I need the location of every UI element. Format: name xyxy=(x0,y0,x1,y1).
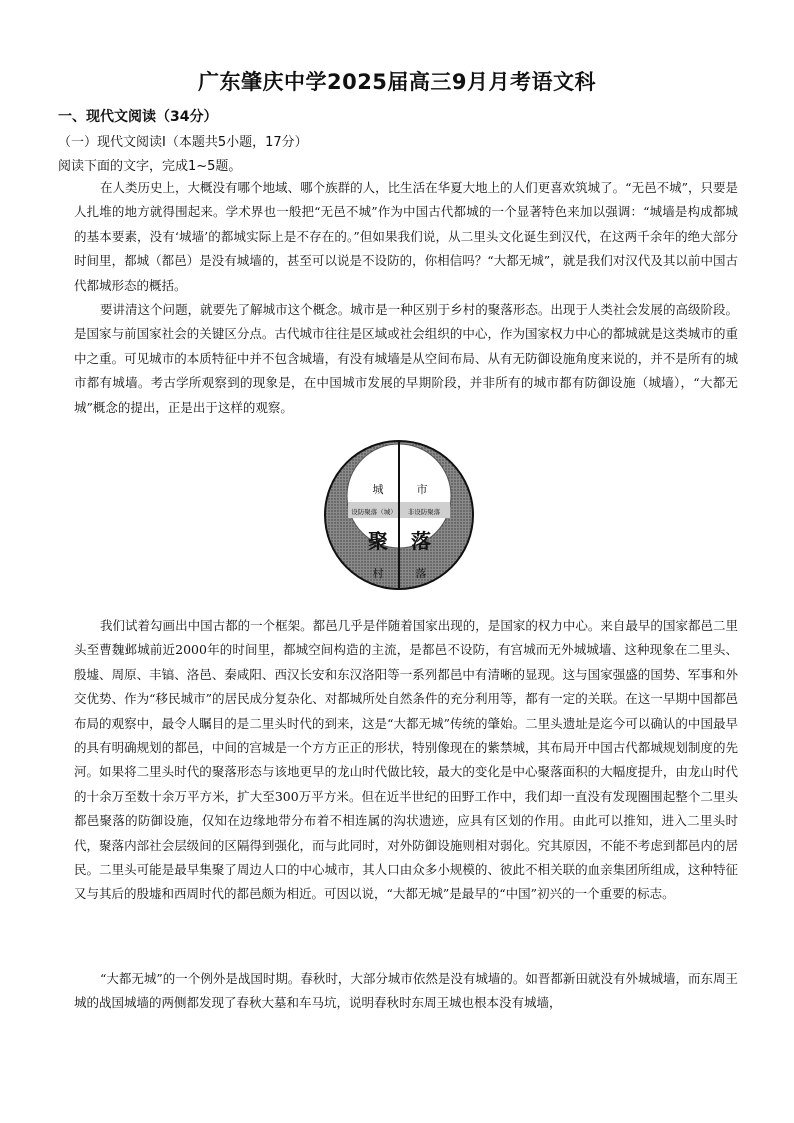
settlement-diagram xyxy=(322,438,476,592)
reading-instruction: 阅读下面的文字，完成1~5题。 xyxy=(58,159,242,174)
paragraph-3 xyxy=(74,614,738,907)
label-village-left: 村 xyxy=(372,567,384,580)
label-fortified: 设防聚落（城） xyxy=(351,508,397,516)
label-city-right: 市 xyxy=(416,483,428,496)
paragraph-3-text: 我们试着勾画出中国古都的一个框架。都邑几乎是伴随着国家出现的，是国家的权力中心。来自最早的国家都邑二里头至曹魏邺城前近2000年的时间里，都城空间构造的主流，是都邑不设防，有宫城而无外城城墙、这种现象在二里头、殷墟、周原、丰镐、洛邑、秦咸阳、西汉长安和东汉洛阳等一系列都邑中有清晰的显现。这与国家强盛的国势、军事和外交优势、作为“移民城市”的居民成分复杂化、对都城所处自然条件的充分利用等，都有一定的关联。在这一早期中国都邑布局的观察中，最令人瞩目的是二里头时代的到来，这是“大都无城”传统的肇始。二里头遗址是迄今可以确认的中国最早的具有明确规划的都邑，中间的宫城是一个方方正正的形状，特别像现在的紫禁城，其布局开中国古代都城规划制度的先河。如果将二里头时代的聚落形态与该地更早的龙山时代做比较，最大的变化是中心聚落面积的大幅度提升，由龙山时代的十余万至数十余万平方米，扩大至300万平方米。但在近半世纪的田野工作中，我们却一直没有发现圈围起整个二里头都邑聚落的防御设施，仅知在边缘地带分布着不相连属的沟状遗迹，应具有区划的作用。由此可以推知，进入二里头时代，聚落内部社会层级间的区隔得到强化，而与此同时，对外防御设施则相对弱化。究其原因，不能不考虑到都邑内的居民。二里头可能是最早集聚了周边人口的中心城市，其人口由众多小规模的、彼此不相关联的血亲集团所组成，这种特征又与其后的殷墟和西周时代的都邑颇为相近。可因以说，“大都无城”是最早的“中国”初兴的一个重要的标志。 xyxy=(74,618,738,902)
label-city-left: 城 xyxy=(372,483,384,496)
paragraph-4-text: “大都无城”的一个例外是战国时期。春秋时，大部分城市依然是没有城墙的。如晋都新田就没有外城城墙，而东周王城的战国城墙的两侧都发现了春秋大墓和车马坑，说明春秋时东周王城也根本没有城墙， xyxy=(74,971,738,1011)
page-title: 广东肇庆中学2025届高三9月月考语文科 xyxy=(197,70,597,94)
label-settlement-left: 聚 xyxy=(368,529,388,553)
paragraph-1 xyxy=(74,176,738,298)
section-subheading: （一）现代文阅读Ⅰ（本题共5小题，17分） xyxy=(58,135,308,150)
label-unfortified: 非设防聚落 xyxy=(407,508,441,516)
paragraph-1-text: 在人类历史上，大概没有哪个地域、哪个族群的人，比生活在华夏大地上的人们更喜欢筑城了。“无邑不城”，只要是人扎堆的地方就得围起来。学术界也一般把“无邑不城”作为中国古代都城的一个显著特色来加以强调：“城墙是构成都城的基本要素，没有‘城墙’的都城实际上是不存在的。”但如果我们说，从二里头文化诞生到汉代，在这两千余年的绝大部分时间里，都城（都邑）是没有城墙的，甚至可以说是不设防的，你相信吗？“大都无城”，就是我们对汉代及其以前中国古代都城形态的概括。 xyxy=(74,180,738,293)
paragraph-2-text: 要讲清这个问题，就要先了解城市这个概念。城市是一种区别于乡村的聚落形态。出现于人类社会发展的高级阶段。是国家与前国家社会的关键区分点。古代城市往往是区域或社会组织的中心，作为国家权力中心的都城就是这类城市的重中之重。可见城市的本质特征中并不包含城墙，有没有城墙是从空间布局、从有无防御设施角度来说的，并不是所有的城市都有城墙。考古学所观察到的现象是，在中国城市发展的早期阶段，并非所有的城市都有防御设施（城墙），“大都无城”概念的提出，正是出于这样的观察。 xyxy=(74,302,738,415)
paragraph-2 xyxy=(74,298,738,420)
paragraph-4 xyxy=(74,967,738,1016)
label-settlement-right: 落 xyxy=(411,529,431,553)
label-village-right: 落 xyxy=(415,567,427,580)
section-heading: 一、现代文阅读（34分） xyxy=(58,109,218,125)
